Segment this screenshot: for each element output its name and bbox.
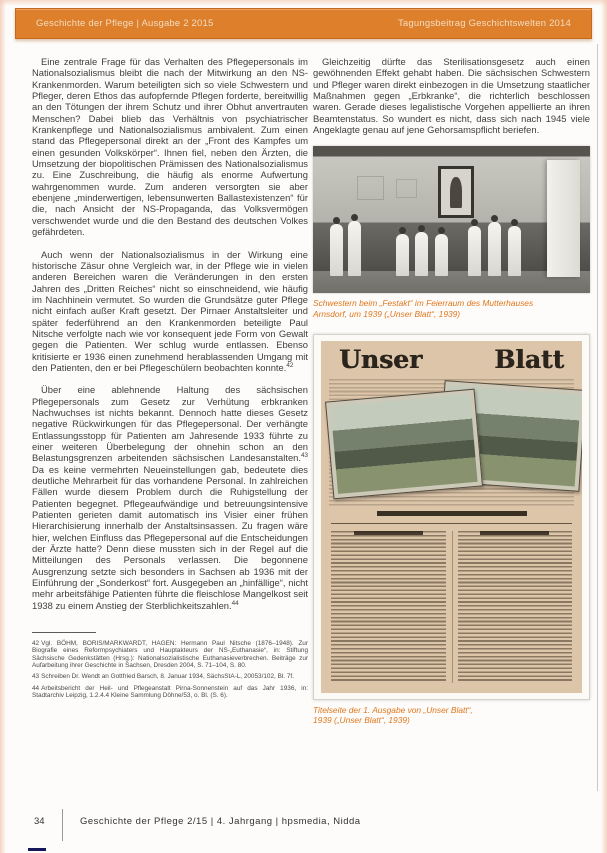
newspaper-column-left <box>331 531 446 683</box>
figure-2-caption <box>313 705 590 726</box>
footnote-42-text: Vgl. BÖHM, BORIS/MARKWARDT, HAGEN: Hermann Paul Nitsche (1876–1948). Zur Biografie eines Reformpsychiaters und Hauptakteurs der NS-„Euthanasie“, in: Stiftung Sächsische Gedenkstätten (Hrsg.): Nationalsozialistische Euthanasieverbrechen. Beiträge zur Aufarbeitung ihrer Geschichte in Sachsen, Dresden 2004, S. 71–104, S. 80. <box>32 640 308 670</box>
figure-newspaper-scan <box>313 334 590 726</box>
nurse-figure <box>348 221 361 276</box>
footnote-43-number: 43 <box>32 673 40 681</box>
newspaper-photo-left <box>325 388 483 499</box>
newspaper-masthead <box>321 345 582 374</box>
nurse-figure <box>396 234 409 276</box>
newspaper-page <box>321 341 582 693</box>
masthead-word-right: Blatt <box>494 344 564 374</box>
footnote-ref-44: 44 <box>231 599 239 607</box>
wall-portrait <box>438 166 474 219</box>
nurses-photo-image <box>313 146 590 293</box>
wall-frame <box>357 176 384 200</box>
newspaper-rule <box>331 523 572 524</box>
scan-edge-top <box>0 0 607 6</box>
header-article-type: Tagungsbeitrag Geschichtswelten 2014 <box>397 18 571 29</box>
nurse-figure <box>488 222 501 276</box>
paragraph-3-text-a: Über eine ablehnende Haltung des sächsischen Pflegepersonals zum Gesetz zur Verhütung erbkranken Nachwuchses ist nichts bekannt. Dennoch hatte dieses Gesetz negative Rückwirkungen für das Pflegepersonal. Der verhängte Entlassungsstopp für Patienten am Jahresende 1933 führte zu einer weiteren Überbelegung der ohnehin schon an den Belastungsgrenzen arbeitenden sächsischen Landesanstalten. <box>32 384 308 464</box>
footnote-43 <box>32 673 308 680</box>
page-edge-line <box>597 44 598 791</box>
paragraph-4-text: Gleichzeitig dürfte das Sterilisationsgesetz auch einen gewöhnenden Effekt gehabt haben. Die sächsischen Schwestern und Pfleger waren direkt einbezogen in die Umsetzung staatlicher Maßnahmen gegen „Erbkranke“, die richterlich beschlossen waren. Gerade dieses legalistische Vorgehen appellierte an ihren Beamtenstatus. So wundert es nicht, dass sich nach 1945 viele Angeklagte genau auf jene Gehorsamspflicht beriefen. <box>313 56 590 136</box>
masthead-word-left: Unser <box>339 344 423 374</box>
footnote-43-text: Schreiben Dr. Wendt an Gottfried Barsch, 8. Januar 1934, SächsStA-L, 20053/102, Bl. 7f. <box>41 673 294 681</box>
paragraph-1-text: Eine zentrale Frage für das Verhalten des Pflegepersonals im Nationalsozialismus bleibt die nach der Mitwirkung an den NS-Krankenmorden. Warum beteiligten sich so viele Schwestern und Pfleger, deren Ethos das aufopfernde Pflegen forderte, bereitwillig an den Tötungen der ihrem Schutz und ihrer Obhut anvertrauten Menschen? Dabei blieb das Verhältnis von psychiatrischer Krankenpflege und Nationalsozialismus ambivalent. Zum einen stand das Pflegepersonal direkt an der „Front des Kampfes um einen gesunden Volkskörper“. Ihnen fiel, neben den Ärzten, die Umsetzung der biopolitischen Prämissen des Nationalsozialismus zu. Eine Zuschreibung, die häufig als enorme Aufwertung wahrgenommen wurde. Zum anderen versorgten sie aber ebenjene „minderwertigen, lebensunwerten Ballastexistenzen“ für die, nach Ansicht der NS-Propaganda, das Volksvermögen verschwendet wurde und die den Bestand des deutschen Volkes gefährdeten. <box>32 56 308 238</box>
footnote-42-number: 42 <box>32 640 40 648</box>
footnote-44 <box>32 685 308 700</box>
paragraph-2 <box>32 249 308 374</box>
paragraph-3-text-b: Da es keine vermehrten Neueinstellungen gab, bedeutete dies deutliche Mehrarbeit für das vorhandene Personal. In zahlreichen Fällen wurde diesem Problem durch die Ruhigstellung der Patienten begegnet. Pflegeaufwändige und betreuungsintensive Patienten gerieten damit automatisch ins Visier einer frühen Hierarchisierung innerhalb der Anstaltsinsassen. Zu fragen wäre hier, welchen Einfluss das Pflegepersonal auf die Entscheidungen der Ärzte hatte? Denn diese mussten sich in der Regel auf die Mitteilungen des Personals verlassen. Die begonnene Ausgrenzung setzte sich besonders in Sachsen ab 1936 mit der Einführung der „Sonderkost“ fort. Ausgegeben an „hinfällige“, nicht mehr arbeitsfähige Patienten führte die fleischlose Mangelkost seit 1938 zu einem Anstieg der Sterblichkeitszahlen. <box>32 463 308 611</box>
newspaper-headline <box>321 511 582 516</box>
footnote-divider <box>32 632 96 633</box>
newspaper-photo-left-image <box>330 394 477 494</box>
figure-2-caption-line-2: 1939 („Unser Blatt“, 1939) <box>313 715 410 726</box>
newspaper-column-divider <box>452 531 453 683</box>
article-body <box>32 56 590 726</box>
page-number: 34 <box>34 816 45 827</box>
footnote-42 <box>32 640 308 669</box>
paragraph-1 <box>32 56 308 238</box>
left-column <box>32 56 308 726</box>
right-column <box>313 56 590 726</box>
scan-registration-mark <box>28 848 46 851</box>
figure-1-caption <box>313 298 590 319</box>
footnote-44-text: Arbeitsbericht der Heil- und Pflegeanstalt Pirna-Sonnenstein auf das Jahr 1936, in: Stadtarchiv Leipzig, 1.2.4.4 Kleine Sammlung Döhne/53, o. Bl. (S. 6). <box>32 684 308 699</box>
scan-edge-right <box>601 0 607 853</box>
footer-journal-line: Geschichte der Pflege 2/15 | 4. Jahrgang | hpsmedia, Nidda <box>80 816 361 827</box>
footnote-ref-43: 43 <box>300 452 308 460</box>
header-bar <box>15 8 592 39</box>
scan-edge-left <box>0 0 6 853</box>
newspaper-column-right <box>458 531 573 683</box>
figure-nurses-photo <box>313 146 590 319</box>
paragraph-2-text: Auch wenn der Nationalsozialismus in der Wirkung eine historische Zäsur ohne Vergleich war, in der Pflege wie in vielen anderen Bereichen waren die Veränderungen in den ersten Jahren des „Dritten Reiches“ nicht so einschneidend, wie häufig im Nachhinein vermutet. So wurden die Grundsätze guter Pflege nicht einfach außer Kraft gesetzt. Der Pirnaer Anstaltsleiter und später federführend an den Krankenmorden beteiligte Paul Nitsche verfolgte nach wie vor konsequent jede Form von Gewalt gegen die Patienten. Wer schlug wurde entlassen. Ebenso kritisierte er 1936 einen zunehmend herablassenden Umgang mit den Patienten, den er bei Pflegeschülern beobachten konnte. <box>32 248 308 373</box>
nurse-figure <box>330 224 343 276</box>
footnote-44-number: 44 <box>32 684 40 692</box>
nurse-figure <box>468 226 481 276</box>
figure-2-caption-line-1: Titelseite der 1. Ausgabe von „Unser Blatt“, <box>313 704 473 715</box>
wall-portrait-inner <box>441 169 471 216</box>
nurse-figure <box>435 234 448 276</box>
door-panel <box>547 160 580 278</box>
footnotes <box>32 640 308 699</box>
footer-divider <box>62 809 63 841</box>
paragraph-3 <box>32 384 308 611</box>
header-journal-title: Geschichte der Pflege | Ausgabe 2 2015 <box>36 18 214 29</box>
figure-1-caption-line-2: Arnsdorf, um 1939 („Unser Blatt“, 1939) <box>313 309 461 319</box>
footnote-ref-42: 42 <box>286 361 294 369</box>
nurse-figure <box>415 232 428 276</box>
page-footer <box>0 809 607 841</box>
newspaper-scan-frame <box>313 334 590 700</box>
paragraph-4 <box>313 56 590 135</box>
nurse-figure <box>508 226 521 276</box>
wall-frame <box>396 179 417 199</box>
figure-1-caption-line-1: Schwestern beim „Festakt“ im Feierraum des Mutterhauses <box>313 298 534 309</box>
